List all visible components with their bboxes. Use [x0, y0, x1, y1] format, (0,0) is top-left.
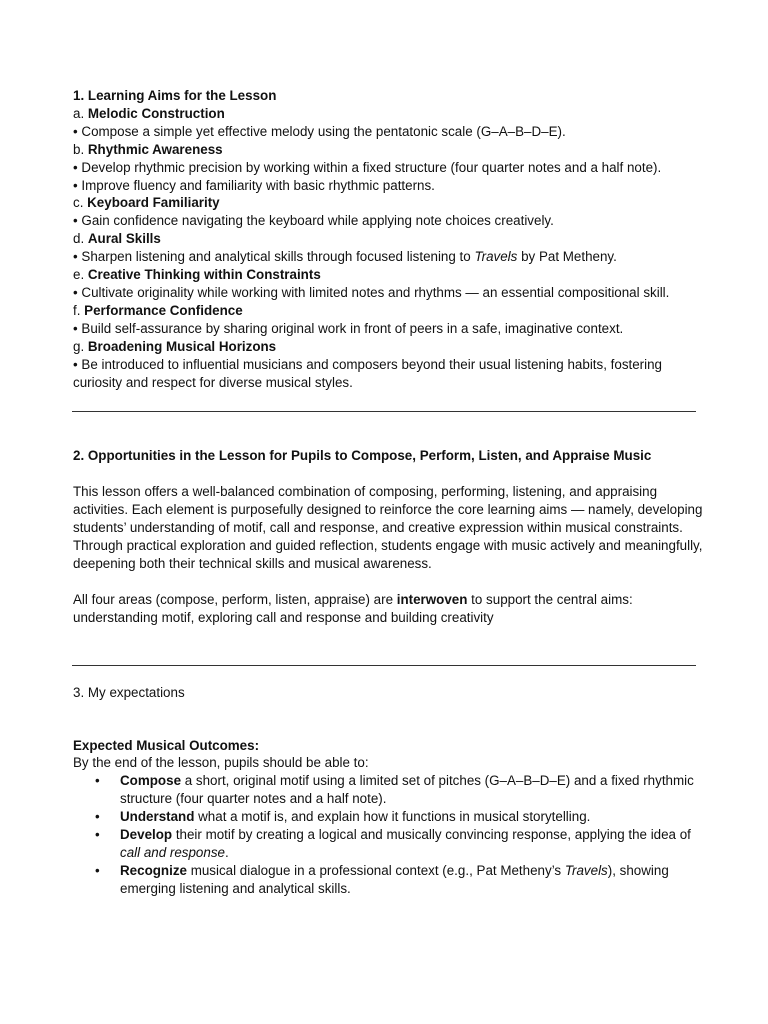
aim-title: Melodic Construction — [87, 105, 225, 121]
aim-bullet: • Be introduced to influential musicians and composers beyond their usual listening habits, fostering curiosity and respect for diverse musical styles. — [73, 356, 663, 390]
section-2-paragraph: This lesson offers a well-balanced combination of composing, performing, listening, and appraising activities. Each element is purposefully designed to reinforce the core learning aims — namely, developing students’ understanding of motif, call and response, and creative expression within musical constraints. Through practical exploration and guided reflection, students engage with music actively and meaningfully, deepening both their technical skills and musical awareness. — [73, 484, 703, 571]
aim-title: Rhythmic Awareness — [87, 141, 223, 157]
section-2-heading: 2. Opportunities in the Lesson for Pupils to Compose, Perform, Listen, and Appraise Music — [73, 448, 652, 464]
aim-a — [73, 105, 703, 123]
outcomes-list — [73, 772, 703, 897]
aim-prefix: c. — [73, 195, 88, 211]
aim-title: Broadening Musical Horizons — [87, 338, 277, 354]
aim-e — [73, 266, 703, 284]
aim-f — [73, 302, 703, 320]
list-item: • Recognize musical dialogue in a professional context (e.g., Pat Metheny’s Travels), showing emerging listening and analytical skills. — [95, 862, 669, 896]
aim-title: Performance Confidence — [84, 302, 243, 318]
bullet-icon: • — [95, 827, 100, 843]
section-1-heading: 1. Learning Aims for the Lesson — [73, 88, 277, 103]
emphasis-word: interwoven — [396, 591, 468, 607]
aim-bullet: • Develop rhythmic precision by working within a fixed structure (four quarter notes and a half note). — [73, 159, 662, 175]
aim-title: Aural Skills — [87, 231, 161, 247]
outcomes-title: Expected Musical Outcomes: — [73, 737, 260, 753]
section-2-paragraph: All four areas (compose, perform, listen, appraise) are interwoven to support the central aims: understanding motif, exploring call and response and building creativity — [73, 591, 633, 625]
aim-b — [73, 141, 703, 159]
list-item: • Understand what a motif is, and explain how it functions in musical storytelling. — [95, 809, 591, 825]
aim-bullet: • Compose a simple yet effective melody using the pentatonic scale (G–A–B–D–E). — [73, 123, 566, 139]
aim-title: Keyboard Familiarity — [87, 195, 220, 211]
list-item: • Compose a short, original motif using a limited set of pitches (G–A–B–D–E) and a fixed rhythmic structure (four quarter notes and a half note). — [95, 773, 694, 807]
bullet-icon: • — [95, 862, 100, 878]
aim-c — [73, 194, 703, 212]
aim-prefix: b. — [73, 141, 88, 157]
aim-bullet: • Sharpen listening and analytical skills through focused listening to Travels by Pat Metheny. — [73, 249, 617, 265]
aim-prefix: d. — [73, 231, 88, 247]
aim-d — [73, 230, 703, 248]
bullet-icon: • — [95, 773, 100, 789]
list-item: • Develop their motif by creating a logical and musically convincing response, applying the idea of call and response. — [95, 827, 691, 860]
aim-title: Creative Thinking within Constraints — [87, 267, 321, 283]
aim-g — [73, 338, 703, 356]
bullet-icon: • — [95, 809, 100, 825]
aim-bullet: • Cultivate originality while working with limited notes and rhythms — an essential compositional skill. — [73, 284, 670, 300]
aim-bullet: • Improve fluency and familiarity with basic rhythmic patterns. — [73, 177, 435, 193]
aim-prefix: e. — [73, 267, 88, 283]
section-3-heading: 3. My expectations — [73, 684, 185, 700]
aim-prefix: a. — [73, 105, 88, 121]
aim-bullet: • Gain confidence navigating the keyboard while applying note choices creatively. — [73, 213, 554, 229]
aim-prefix: g. — [73, 338, 88, 354]
aim-prefix: f. — [73, 302, 85, 318]
document-content — [73, 87, 703, 898]
aim-bullet: • Build self-assurance by sharing original work in front of peers in a safe, imaginative context. — [73, 320, 624, 336]
work-title: Travels — [474, 249, 518, 265]
outcomes-intro: By the end of the lesson, pupils should be able to: — [73, 755, 369, 771]
